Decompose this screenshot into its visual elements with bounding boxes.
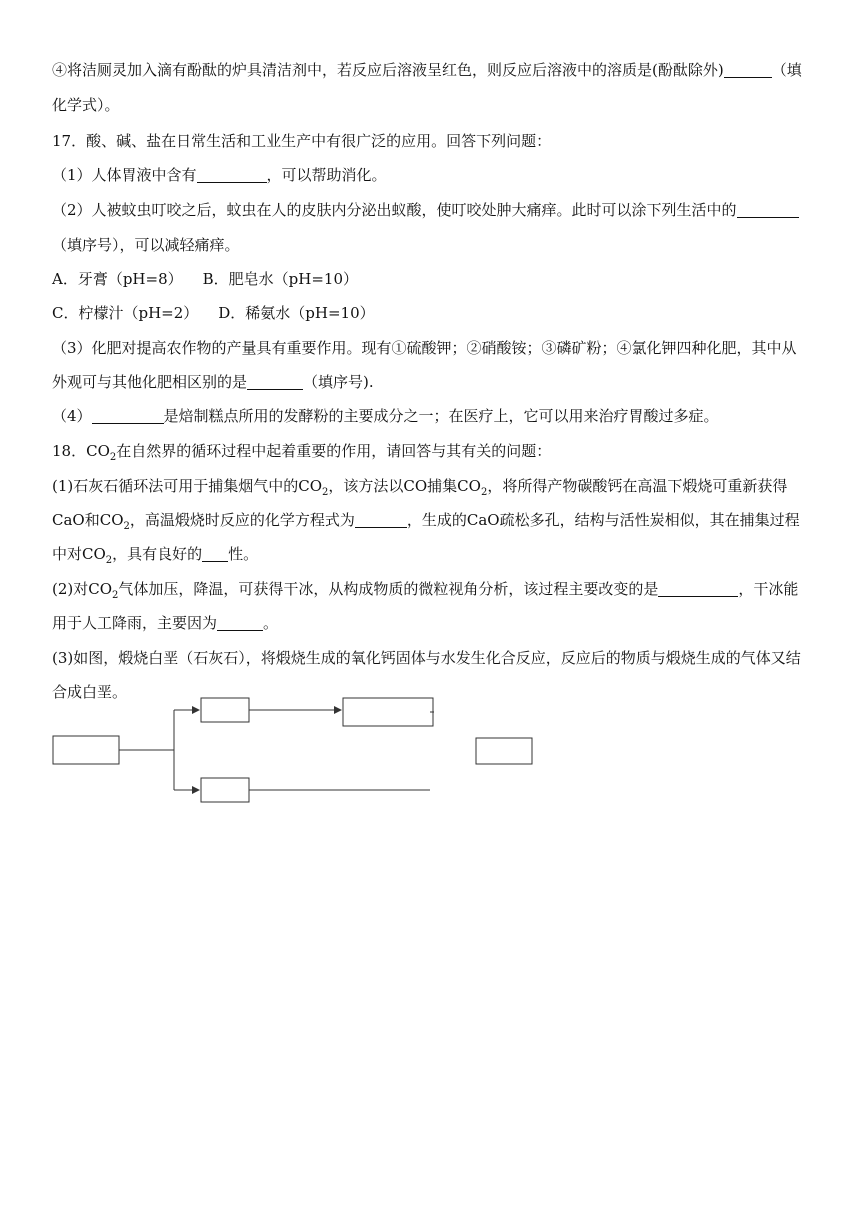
- answer-blank[interactable]: [737, 201, 799, 218]
- q16-line: 化学式）。: [52, 96, 120, 114]
- q17-stem: 17．酸、碱、盐在日常生活和工业生产中有很广泛的应用。回答下列问题：: [52, 132, 552, 150]
- lime-cycle-diagram: [48, 688, 548, 810]
- q18-part1: CaO和$CO_2$，高温煅烧时反应的化学方程式为 ，生成的CaO疏松多孔，结构与活性炭相似，其在捕集过程: [52, 511, 800, 532]
- caco3-output-box: [476, 738, 532, 764]
- q18-stem: 18．$CO_2$在自然界的循环过程中起着重要的作用，请回答与其有关的问题：: [52, 442, 552, 463]
- answer-blank[interactable]: [658, 580, 738, 597]
- answer-blank[interactable]: [197, 166, 267, 183]
- q16-line: ④将洁厕灵加入滴有酚酞的炉具清洁剂中，若反应后溶液呈红色，则反应后溶液中的溶质是(酚酞除外) （填: [52, 61, 802, 79]
- q17-part3: （3）化肥对提高农作物的产量具有重要作用。现有①硫酸钾；②硝酸铵；③磷矿粉；④氯化钾四种化肥，其中从: [52, 339, 797, 357]
- q18-part1: 中对$CO_2$，具有良好的 性。: [52, 545, 259, 566]
- q17-options: A．牙膏（pH=8） B．肥皂水（pH=10）: [52, 270, 359, 288]
- q18-part2: 用于人工降雨，主要因为 。: [52, 614, 279, 632]
- q18-part1: (1)石灰石循环法可用于捕集烟气中的$CO_2$，该方法以CO捕集$CO_2$，将所得产物碳酸钙在高温下煅烧可重新获得: [52, 477, 788, 498]
- q17-part2: （2）人被蚊虫叮咬之后，蚊虫在人的皮肤内分泌出蚁酸，使叮咬处肿大痛痒。此时可以涂下列生活中的: [52, 200, 812, 220]
- caoh2-box: [343, 698, 433, 726]
- q17-part2: （填序号），可以减轻痛痒。: [52, 236, 240, 254]
- q17-options: C．柠檬汁（pH=2） D．稀氨水（pH=10）: [52, 304, 375, 322]
- answer-blank[interactable]: [355, 511, 407, 528]
- q17-part4: （4） 是焙制糕点所用的发酵粉的主要成分之一；在医疗上，它可以用来治疗胃酸过多症。: [52, 407, 719, 425]
- q17-part3: 外观可与其他化肥相区别的是 （填序号).: [52, 373, 374, 391]
- solid-box: [201, 698, 249, 722]
- answer-blank[interactable]: [92, 407, 164, 424]
- q18-part2: (2)对$CO_2$气体加压，降温，可获得干冰，从构成物质的微粒视角分析，该过程主要改变的是 ，干冰能: [52, 580, 799, 601]
- q18-part3: (3)如图，煅烧白垩（石灰石），将煅烧生成的氧化钙固体与水发生化合反应，反应后的物质与煅烧生成的气体又结: [52, 649, 801, 667]
- answer-blank[interactable]: [247, 373, 303, 390]
- q17-part1: （1）人体胃液中含有 ，可以帮助消化。: [52, 166, 387, 184]
- answer-blank[interactable]: [202, 545, 228, 562]
- answer-blank[interactable]: [217, 614, 263, 631]
- q18-part3: 合成白垩。: [52, 683, 128, 701]
- answer-blank[interactable]: [724, 61, 772, 78]
- caco3-box: [53, 736, 119, 764]
- co2-box: [201, 778, 249, 802]
